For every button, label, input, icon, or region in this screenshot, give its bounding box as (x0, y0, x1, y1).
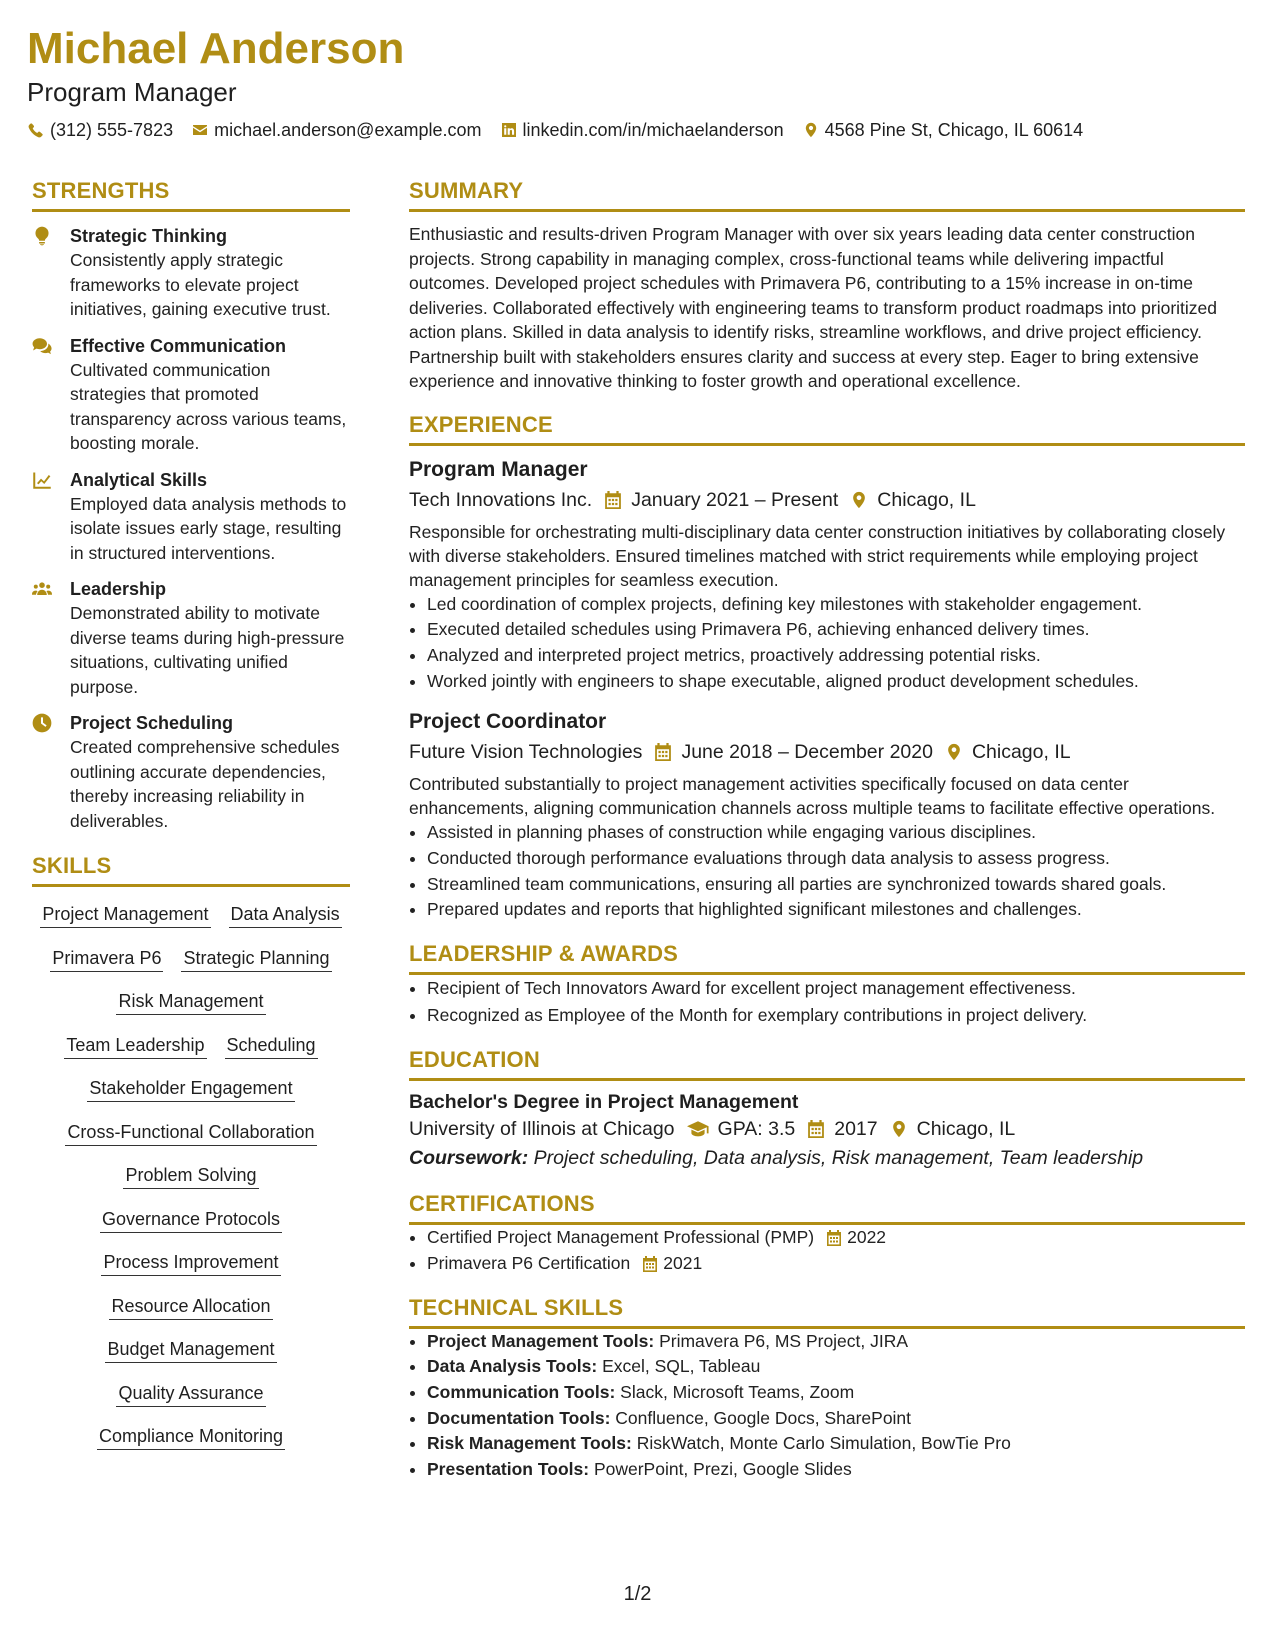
technical-skill-item (427, 1380, 1245, 1406)
skills-section (32, 853, 350, 1450)
skill-tag: Stakeholder Engagement (87, 1077, 294, 1102)
users-icon (32, 577, 70, 699)
summary-heading: SUMMARY (409, 178, 524, 203)
strength-description: Consistently apply strategic frameworks to elevate project initiatives, gaining executive trust. (70, 250, 331, 319)
strength-item (32, 711, 350, 833)
strength-title: Effective Communication (70, 335, 287, 356)
skill-tag: Team Leadership (64, 1034, 206, 1059)
award-item: • Recipient of Tech Innovators Award for excellent project management effectiveness. (427, 975, 1245, 1002)
skill-row (32, 1251, 350, 1276)
technical-skill-value: RiskWatch, Monte Carlo Simulation, BowTie Pro (636, 1433, 1011, 1454)
candidate-name: Michael Anderson (27, 24, 405, 73)
calendar-icon (604, 491, 622, 509)
company-name: Future Vision Technologies (409, 741, 643, 764)
coursework-text: Project scheduling, Data analysis, Risk management, Team leadership (533, 1147, 1144, 1170)
job-location: Chicago, IL (971, 741, 1071, 764)
strength-body (70, 224, 350, 322)
lightbulb-icon (32, 224, 70, 322)
strength-title: Leadership (70, 579, 167, 599)
technical-skill-label: Project Management Tools: (427, 1330, 655, 1351)
section-divider (409, 209, 1245, 212)
award-item: • Recognized as Employee of the Month for exemplary contributions in project delivery. (427, 1002, 1245, 1029)
technical-skills-heading: TECHNICAL SKILLS (409, 1294, 624, 1320)
strength-body (70, 577, 350, 699)
strength-description: Cultivated communication strategies that promoted transparency across various teams, boosting morale. (70, 359, 347, 453)
experience-heading: EXPERIENCE (409, 411, 553, 437)
strength-title: Strategic Thinking (70, 226, 228, 246)
education-heading: EDUCATION (409, 1047, 540, 1073)
resume-header (27, 22, 1247, 141)
job-title: Program Manager (409, 457, 588, 481)
skill-tag: Strategic Planning (181, 947, 331, 972)
linkedin-text: linkedin.com/in/michaelanderson (522, 120, 784, 140)
contact-linkedin[interactable] (500, 119, 784, 141)
section-divider (32, 884, 350, 887)
technical-skill-value: Excel, SQL, Tableau (602, 1356, 761, 1377)
strengths-heading: STRENGTHS (32, 178, 170, 203)
summary-section (409, 178, 1245, 394)
certification-year: 2021 (663, 1252, 703, 1273)
technical-skills-section (409, 1295, 1245, 1483)
map-pin-icon (802, 121, 820, 139)
skill-row (32, 1121, 350, 1146)
skill-tag: Risk Management (116, 990, 265, 1015)
skill-row (32, 1034, 350, 1059)
skill-row (32, 1295, 350, 1320)
job-dates: January 2021 – Present (631, 488, 839, 511)
strength-description: Demonstrated ability to motivate diverse teams during high-pressure situations, cultivating unified purpose. (70, 603, 345, 697)
job-title: Project Coordinator (409, 710, 607, 734)
contact-address (802, 119, 1084, 141)
phone-icon (27, 121, 45, 139)
graduation-year: 2017 (834, 1118, 878, 1141)
education-meta (409, 1115, 1245, 1143)
technical-skill-label: Risk Management Tools: (427, 1433, 632, 1454)
contact-bar (27, 119, 1247, 141)
clock-icon (32, 711, 70, 833)
skill-tag: Quality Assurance (116, 1382, 265, 1407)
map-pin-icon (890, 1120, 908, 1138)
skill-row (32, 1208, 350, 1233)
job-bullet: • Worked jointly with engineers to shape executable, aligned product development schedules. (427, 669, 1245, 695)
calendar-icon (807, 1120, 825, 1138)
right-column (409, 178, 1245, 1483)
summary-text: Enthusiastic and results-driven Program Manager with over six years leading data center construction projects. Strong capability in managing complex, cross-functional teams while delivering impactful outcomes. Developed project schedules with Primavera P6, contributing to a 15% increase in on-time deliveries. Collaborated effectively with engineering teams to transform product roadmaps into prioritized action plans. Skilled in data analysis to identify risks, streamline workflows, and drive project efficiency. Partnership built with stakeholders ensures clarity and success at every step. Eager to bring extensive experience and innovative thinking to foster growth and operational excellence. (409, 224, 1217, 391)
skill-tag: Cross-Functional Collaboration (65, 1121, 316, 1146)
strength-body (70, 711, 350, 833)
job-bullet: • Streamlined team communications, ensuring all parties are synchronized towards shared goals. (427, 872, 1245, 898)
strength-description: Employed data analysis methods to isolate issues early stage, resulting in structured interventions. (70, 493, 347, 563)
experience-section (409, 412, 1245, 924)
technical-skills-list (409, 1329, 1245, 1483)
certifications-section (409, 1191, 1245, 1276)
certification-name: • Certified Project Management Professional (PMP) (427, 1227, 815, 1248)
technical-skill-label: Communication Tools: (427, 1381, 616, 1402)
certification-year: 2022 (847, 1227, 887, 1248)
job-entry (409, 456, 1245, 695)
technical-skill-item (427, 1354, 1245, 1380)
line-chart-icon (32, 468, 70, 566)
linkedin-icon (500, 121, 518, 139)
job-description: Contributed substantially to project management activities specifically focused on data center enhancements, aligning communication channels across multiple teams to facilitate effective operations. (409, 774, 1216, 819)
strengths-section (32, 178, 350, 833)
technical-skill-item (427, 1431, 1245, 1457)
technical-skill-label: Presentation Tools: (427, 1459, 590, 1480)
page-number: 1/2 (623, 1583, 652, 1605)
coursework-label: Coursework: (409, 1147, 529, 1170)
job-bullet: • Conducted thorough performance evaluations through data analysis to assess progress. (427, 846, 1245, 872)
certification-item (427, 1251, 1245, 1277)
chat-bubbles-icon (32, 334, 70, 456)
skills-list (32, 903, 350, 1450)
technical-skill-item (427, 1406, 1245, 1432)
coursework-line (409, 1143, 1245, 1173)
skill-tag: Scheduling (225, 1034, 318, 1059)
strength-description: Created comprehensive schedules outlining accurate dependencies, thereby increasing reliability in deliverables. (70, 737, 340, 831)
skill-row (32, 903, 350, 928)
certifications-list (409, 1225, 1245, 1276)
envelope-icon (191, 121, 209, 139)
awards-section (409, 941, 1245, 1029)
certifications-heading: CERTIFICATIONS (409, 1191, 595, 1217)
skill-row (32, 1077, 350, 1102)
map-pin-icon (945, 743, 963, 761)
awards-list (409, 975, 1245, 1029)
skill-row (32, 1425, 350, 1450)
skill-tag: Process Improvement (101, 1251, 280, 1276)
skill-tag: Compliance Monitoring (97, 1425, 285, 1450)
candidate-title: Program Manager (27, 77, 237, 107)
graduation-cap-icon (687, 1120, 709, 1138)
job-description: Responsible for orchestrating multi-disciplinary data center construction initiatives by collaborating closely with diverse stakeholders. Ensured timelines matched with strict requirements while employing project management principles for seamless execution. (409, 521, 1226, 590)
certification-row (427, 1225, 1245, 1251)
job-bullet: • Led coordination of complex projects, defining key milestones with stakeholder engagement. (427, 592, 1245, 618)
job-bullet: • Executed detailed schedules using Primavera P6, achieving enhanced delivery times. (427, 617, 1245, 643)
phone-text: (312) 555-7823 (50, 120, 174, 140)
section-divider (409, 443, 1245, 446)
jobs-list (409, 456, 1245, 924)
strength-item (32, 468, 350, 566)
certification-name: • Primavera P6 Certification (427, 1252, 631, 1273)
skills-heading: SKILLS (32, 853, 112, 878)
calendar-icon (654, 743, 672, 761)
strength-body (70, 334, 350, 456)
school-name: University of Illinois at Chicago (409, 1118, 675, 1141)
section-divider (32, 209, 350, 212)
strength-item (32, 224, 350, 322)
skill-row (32, 1382, 350, 1407)
company-name: Tech Innovations Inc. (409, 488, 593, 511)
job-entry (409, 708, 1245, 923)
certification-item (427, 1225, 1245, 1251)
strengths-list (32, 224, 350, 833)
strength-title: Project Scheduling (70, 713, 234, 733)
job-dates: June 2018 – December 2020 (681, 741, 933, 764)
contact-email[interactable] (191, 119, 481, 141)
skill-tag: Problem Solving (123, 1164, 258, 1189)
technical-skill-value: Confluence, Google Docs, SharePoint (615, 1407, 912, 1428)
section-divider (409, 1078, 1245, 1081)
strength-item (32, 577, 350, 699)
calendar-icon (826, 1230, 842, 1246)
technical-skill-value: Primavera P6, MS Project, JIRA (659, 1330, 909, 1351)
skill-row (32, 1338, 350, 1363)
contact-phone[interactable] (27, 119, 173, 141)
technical-skill-label: Documentation Tools: (427, 1407, 611, 1428)
education-section (409, 1047, 1245, 1173)
technical-skill-item (427, 1457, 1245, 1483)
skill-tag: Resource Allocation (109, 1295, 272, 1320)
skill-tag: Budget Management (105, 1338, 276, 1363)
left-column (32, 178, 350, 1469)
skill-tag: Primavera P6 (50, 947, 163, 972)
skill-tag: Governance Protocols (100, 1208, 282, 1233)
skill-row (32, 1164, 350, 1189)
skill-row (32, 947, 350, 972)
job-bullets (409, 592, 1245, 695)
technical-skill-label: Data Analysis Tools: (427, 1356, 598, 1377)
job-bullets (409, 820, 1245, 923)
skill-tag: Data Analysis (229, 903, 342, 928)
job-bullet: • Assisted in planning phases of construction while engaging various disciplines. (427, 820, 1245, 846)
job-meta (409, 486, 1245, 514)
strength-item (32, 334, 350, 456)
awards-heading: LEADERSHIP & AWARDS (409, 941, 679, 967)
job-bullet: • Prepared updates and reports that highlighted significant milestones and challenges. (427, 897, 1245, 923)
skill-tag: Project Management (40, 903, 210, 928)
technical-skill-value: Slack, Microsoft Teams, Zoom (620, 1381, 855, 1402)
job-bullet: • Analyzed and interpreted project metrics, proactively addressing potential risks. (427, 643, 1245, 669)
gpa-text: GPA: 3.5 (717, 1118, 796, 1141)
skill-row (32, 990, 350, 1015)
job-meta (409, 738, 1245, 766)
calendar-icon (642, 1256, 658, 1272)
strength-title: Analytical Skills (70, 469, 208, 490)
degree-title: Bachelor's Degree in Project Management (409, 1091, 799, 1114)
map-pin-icon (850, 491, 868, 509)
certification-row (427, 1251, 1245, 1277)
education-location: Chicago, IL (916, 1118, 1016, 1141)
technical-skill-item (427, 1329, 1245, 1355)
email-text: michael.anderson@example.com (214, 120, 482, 140)
address-text: 4568 Pine St, Chicago, IL 60614 (824, 120, 1084, 140)
strength-body (70, 468, 350, 566)
job-location: Chicago, IL (877, 488, 976, 511)
technical-skill-value: PowerPoint, Prezi, Google Slides (593, 1459, 852, 1480)
